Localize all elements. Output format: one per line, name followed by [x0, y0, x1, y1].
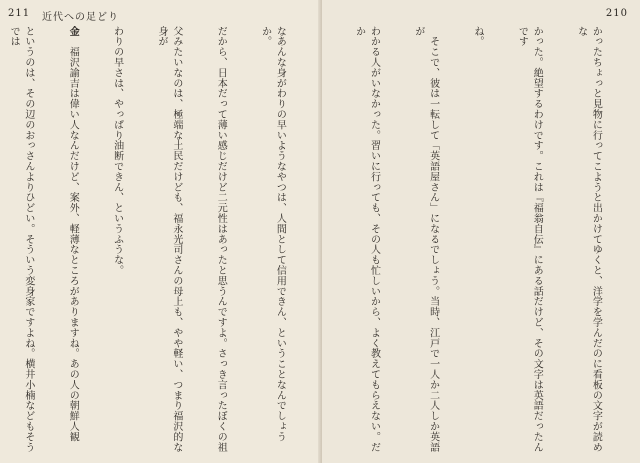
right-page — [322, 0, 640, 463]
text-line: 父みたいなのは、極端な土民だけども、福永光司さんの母上も、やや軽い、つまり福沢的な身が — [156, 26, 182, 453]
left-page-number: 211 — [8, 8, 31, 19]
text-line: わかる人がいなかった。習いに行っても、その人も忙しいから、よく教えてもらえない。だか — [353, 26, 380, 453]
left-page-text — [6, 26, 316, 456]
text-line: わりの早さは、やっぱり油断できん、というふうな。 — [111, 26, 123, 276]
text-line: なあんな身がわりの早いようなやつは、人間として信用できん、ということなんでしょうか。 — [259, 26, 286, 442]
text-line: だから、日本だって薄い感じだけど二元性はあったと思うんですよ。さっき言ったぼくの祖 — [215, 26, 227, 453]
text-line: かったちょっと見物に行ってこようと出かけてゆくと、洋学を学んだのに看板の文字が読めな — [575, 26, 602, 453]
text-line: というのは、その辺のおっさんよりひどい。そういう変身家ですよね。横井小楠などもそうでは — [8, 26, 34, 453]
text-line: そこで、彼は一転して「英語屋さん」になるでしょう。当時、江戸で一人か二人しか英語が — [412, 26, 439, 453]
text-line: ね。 — [472, 26, 484, 47]
speaker-label: 金 — [67, 26, 79, 37]
right-page-number: 210 — [605, 8, 628, 19]
text-line: 金 福沢諭吉は偉い人なんだけど、案外、軽薄なところがありますね。あの人の朝鮮人観 — [67, 26, 79, 443]
right-page-text — [332, 26, 632, 456]
running-title: 近代への足どり — [42, 12, 119, 23]
text-line: かった。絶望するわけです。これは『福翁自伝』にある話だけど、その文字は英語だったんです — [516, 26, 543, 453]
